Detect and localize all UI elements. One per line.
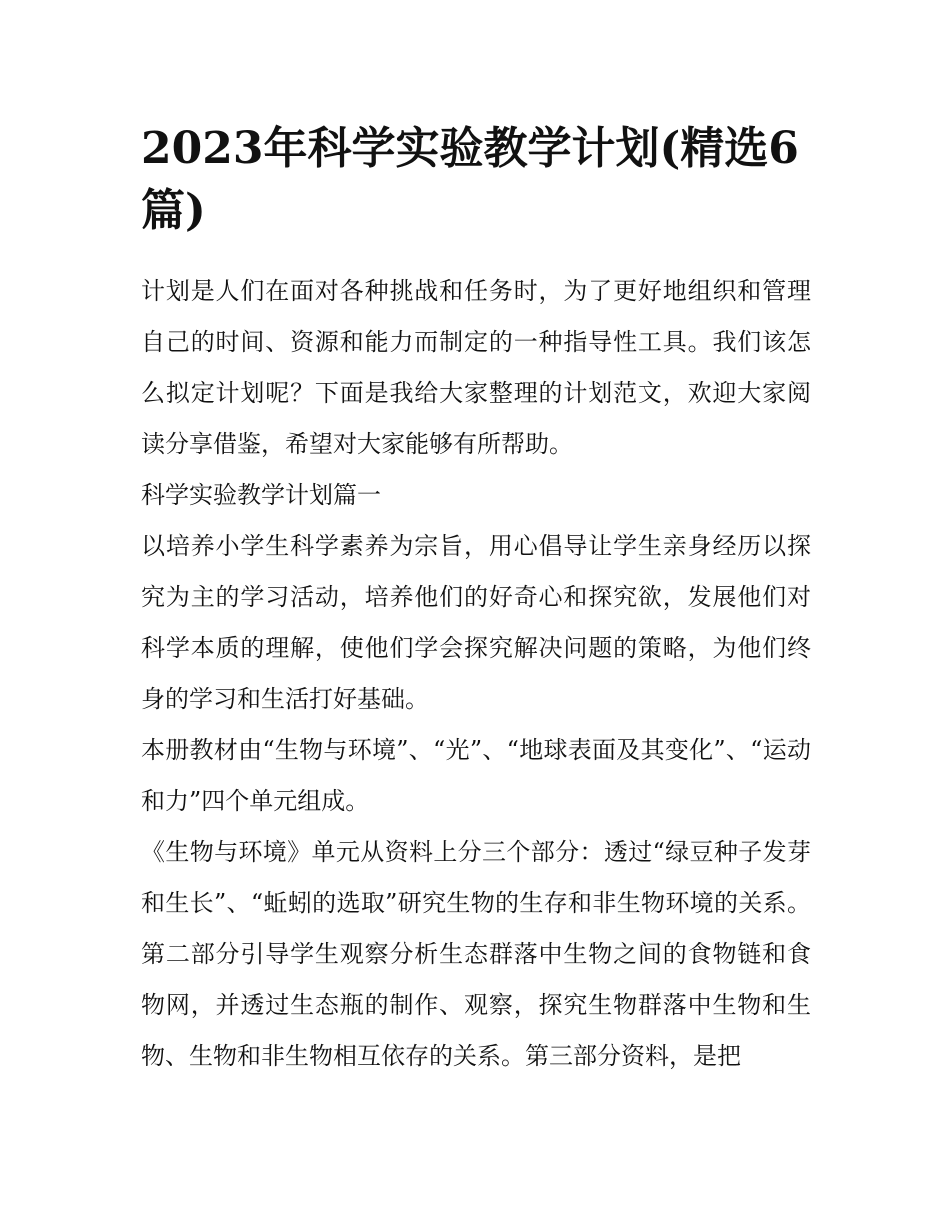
body-paragraph-3: 《生物与环境》单元从资料上分三个部分：透过“绿豆种子发芽和生长”、“蚯蚓的选取”研究生物的生存和非生物环境的关系。第二部分引导学生观察分析生态群落中生物之间的食物链和食物网，并透过生态瓶的制作、观察，探究生物群落中生物和生物、生物和非生物相互依存的关系。第三部分资料，是把 [141,838,811,1070]
intro-paragraph: 计划是人们在面对各种挑战和任务时，为了更好地组织和管理自己的时间、资源和能力而制定的一种指导性工具。我们该怎么拟定计划呢？下面是我给大家整理的计划范文，欢迎大家阅读分享借鉴，希望对大家能够有所帮助。 [141,277,811,458]
body-paragraph-2: 本册教材由“生物与环境”、“光”、“地球表面及其变化”、“运动和力”四个单元组成。 [141,736,811,815]
body-paragraph-1: 以培养小学生科学素养为宗旨，用心倡导让学生亲身经历以探究为主的学习活动，培养他们的好奇心和探究欲，发展他们对科学本质的理解，使他们学会探究解决问题的策略，为他们终身的学习和生活打好基础。 [141,532,811,713]
section-heading: 科学实验教学计划篇一 [141,481,381,509]
document-body [141,118,811,1082]
document-title: 2023年科学实验教学计划(精选6篇) [141,123,799,236]
